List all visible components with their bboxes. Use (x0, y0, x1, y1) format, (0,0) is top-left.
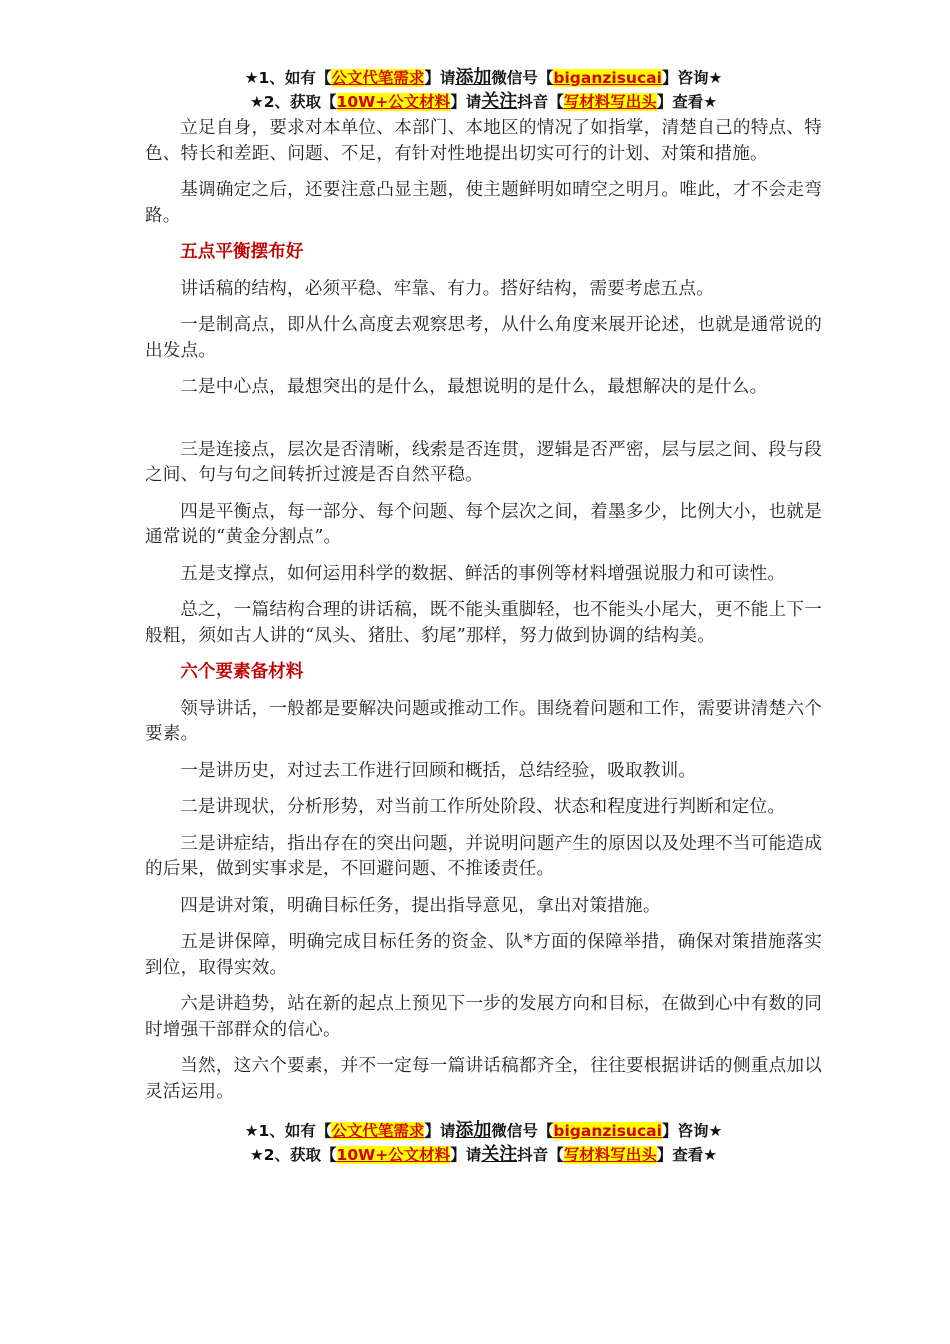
paragraph: 三是连接点，层次是否清晰，线索是否连贯，逻辑是否严密，层与层之间、段与段之间、句与句之间转折过渡是否自然平稳。 (145, 439, 822, 485)
promo-text: 】咨询★ (661, 69, 723, 87)
paragraph: 总之，一篇结构合理的讲话稿，既不能头重脚轻，也不能头小尾大，更不能上下一般粗，须如古人讲的“凤头、猪肚、豹尾”那样，努力做到协调的结构美。 (145, 600, 822, 646)
blank-line (145, 412, 822, 438)
promo-highlight: biganzisucai (553, 1122, 662, 1140)
paragraph: 讲话稿的结构，必须平稳、牢靠、有力。搭好结构，需要考虑五点。 (180, 278, 715, 299)
promo-emphasis: 关注 (481, 1144, 518, 1165)
paragraph: 当然，这六个要素，并不一定每一篇讲话稿都齐全，往往要根据讲话的侧重点加以灵活运用。 (145, 1056, 822, 1102)
paragraph: 领导讲话，一般都是要解决问题或推动工作。围绕着问题和工作，需要讲清楚六个要素。 (145, 698, 822, 744)
promo-banner-bottom (145, 1119, 822, 1167)
paragraph: 四是讲对策，明确目标任务，提出指导意见，拿出对策措施。 (180, 895, 661, 916)
promo-line-1 (145, 1119, 822, 1143)
promo-highlight: 10W+公文材料 (336, 1146, 451, 1164)
promo-text: ★2、获取【 (249, 1146, 337, 1164)
promo-line-2 (145, 1143, 822, 1167)
section-heading: 六个要素备材料 (180, 662, 304, 682)
promo-text: 抖音【 (517, 1146, 564, 1164)
promo-banner-top (145, 66, 822, 114)
promo-highlight: 公文代笔需求 (331, 1122, 425, 1140)
promo-highlight: 公文代笔需求 (331, 69, 425, 87)
paragraph: 五是支撑点，如何运用科学的数据、鲜活的事例等材料增强说服力和可读性。 (180, 563, 786, 584)
promo-text: 】请 (424, 69, 456, 87)
section-heading: 五点平衡摆布好 (180, 242, 304, 262)
paragraph: 二是中心点，最想突出的是什么，最想说明的是什么，最想解决的是什么。 (180, 377, 768, 397)
promo-emphasis: 添加 (455, 1120, 492, 1141)
promo-text: ★1、如有【 (244, 69, 332, 87)
promo-highlight: 写材料写出头 (563, 1146, 657, 1164)
paragraph: 五是讲保障，明确完成目标任务的资金、队*方面的保障举措，确保对策措施落实到位，取得实效。 (145, 932, 822, 978)
promo-highlight: biganzisucai (553, 69, 662, 87)
promo-text: 】请 (424, 1122, 456, 1140)
promo-text: 微信号【 (491, 69, 554, 87)
promo-text: ★2、获取【 (249, 93, 337, 111)
promo-highlight: 写材料写出头 (563, 93, 657, 111)
promo-text: ★1、如有【 (244, 1122, 332, 1140)
promo-text: 】请 (450, 93, 482, 111)
promo-text: 】请 (450, 1146, 482, 1164)
paragraph: 一是讲历史，对过去工作进行回顾和概括，总结经验，吸取教训。 (180, 760, 697, 781)
paragraph: 四是平衡点，每一部分、每个问题、每个层次之间，着墨多少，比例大小，也就是通常说的“黄金分割点”。 (145, 501, 822, 547)
paragraph: 一是制高点，即从什么高度去观察思考，从什么角度来展开论述，也就是通常说的出发点。 (145, 315, 822, 361)
promo-text: 】咨询★ (661, 1122, 723, 1140)
promo-line-2 (145, 90, 822, 114)
promo-text: 】查看★ (656, 1146, 718, 1164)
promo-line-1 (145, 66, 822, 90)
paragraph: 六是讲趋势，站在新的起点上预见下一步的发展方向和目标，在做到心中有数的同时增强干部群众的信心。 (145, 994, 822, 1040)
paragraph: 基调确定之后，还要注意凸显主题，使主题鲜明如晴空之明月。唯此，才不会走弯路。 (145, 180, 822, 226)
promo-text: 抖音【 (517, 93, 564, 111)
promo-text: 】查看★ (656, 93, 718, 111)
paragraph: 立足自身，要求对本单位、本部门、本地区的情况了如指掌，清楚自己的特点、特色、特长和差距、问题、不足，有针对性地提出切实可行的计划、对策和措施。 (145, 118, 822, 164)
promo-emphasis: 添加 (455, 67, 492, 88)
paragraph: 二是讲现状，分析形势，对当前工作所处阶段、状态和程度进行判断和定位。 (180, 797, 786, 817)
promo-text: 微信号【 (491, 1122, 554, 1140)
promo-highlight: 10W+公文材料 (336, 93, 451, 111)
paragraph: 三是讲症结，指出存在的突出问题，并说明问题产生的原因以及处理不当可能造成的后果，做到实事求是，不回避问题、不推诿责任。 (145, 833, 822, 879)
promo-emphasis: 关注 (481, 91, 518, 112)
